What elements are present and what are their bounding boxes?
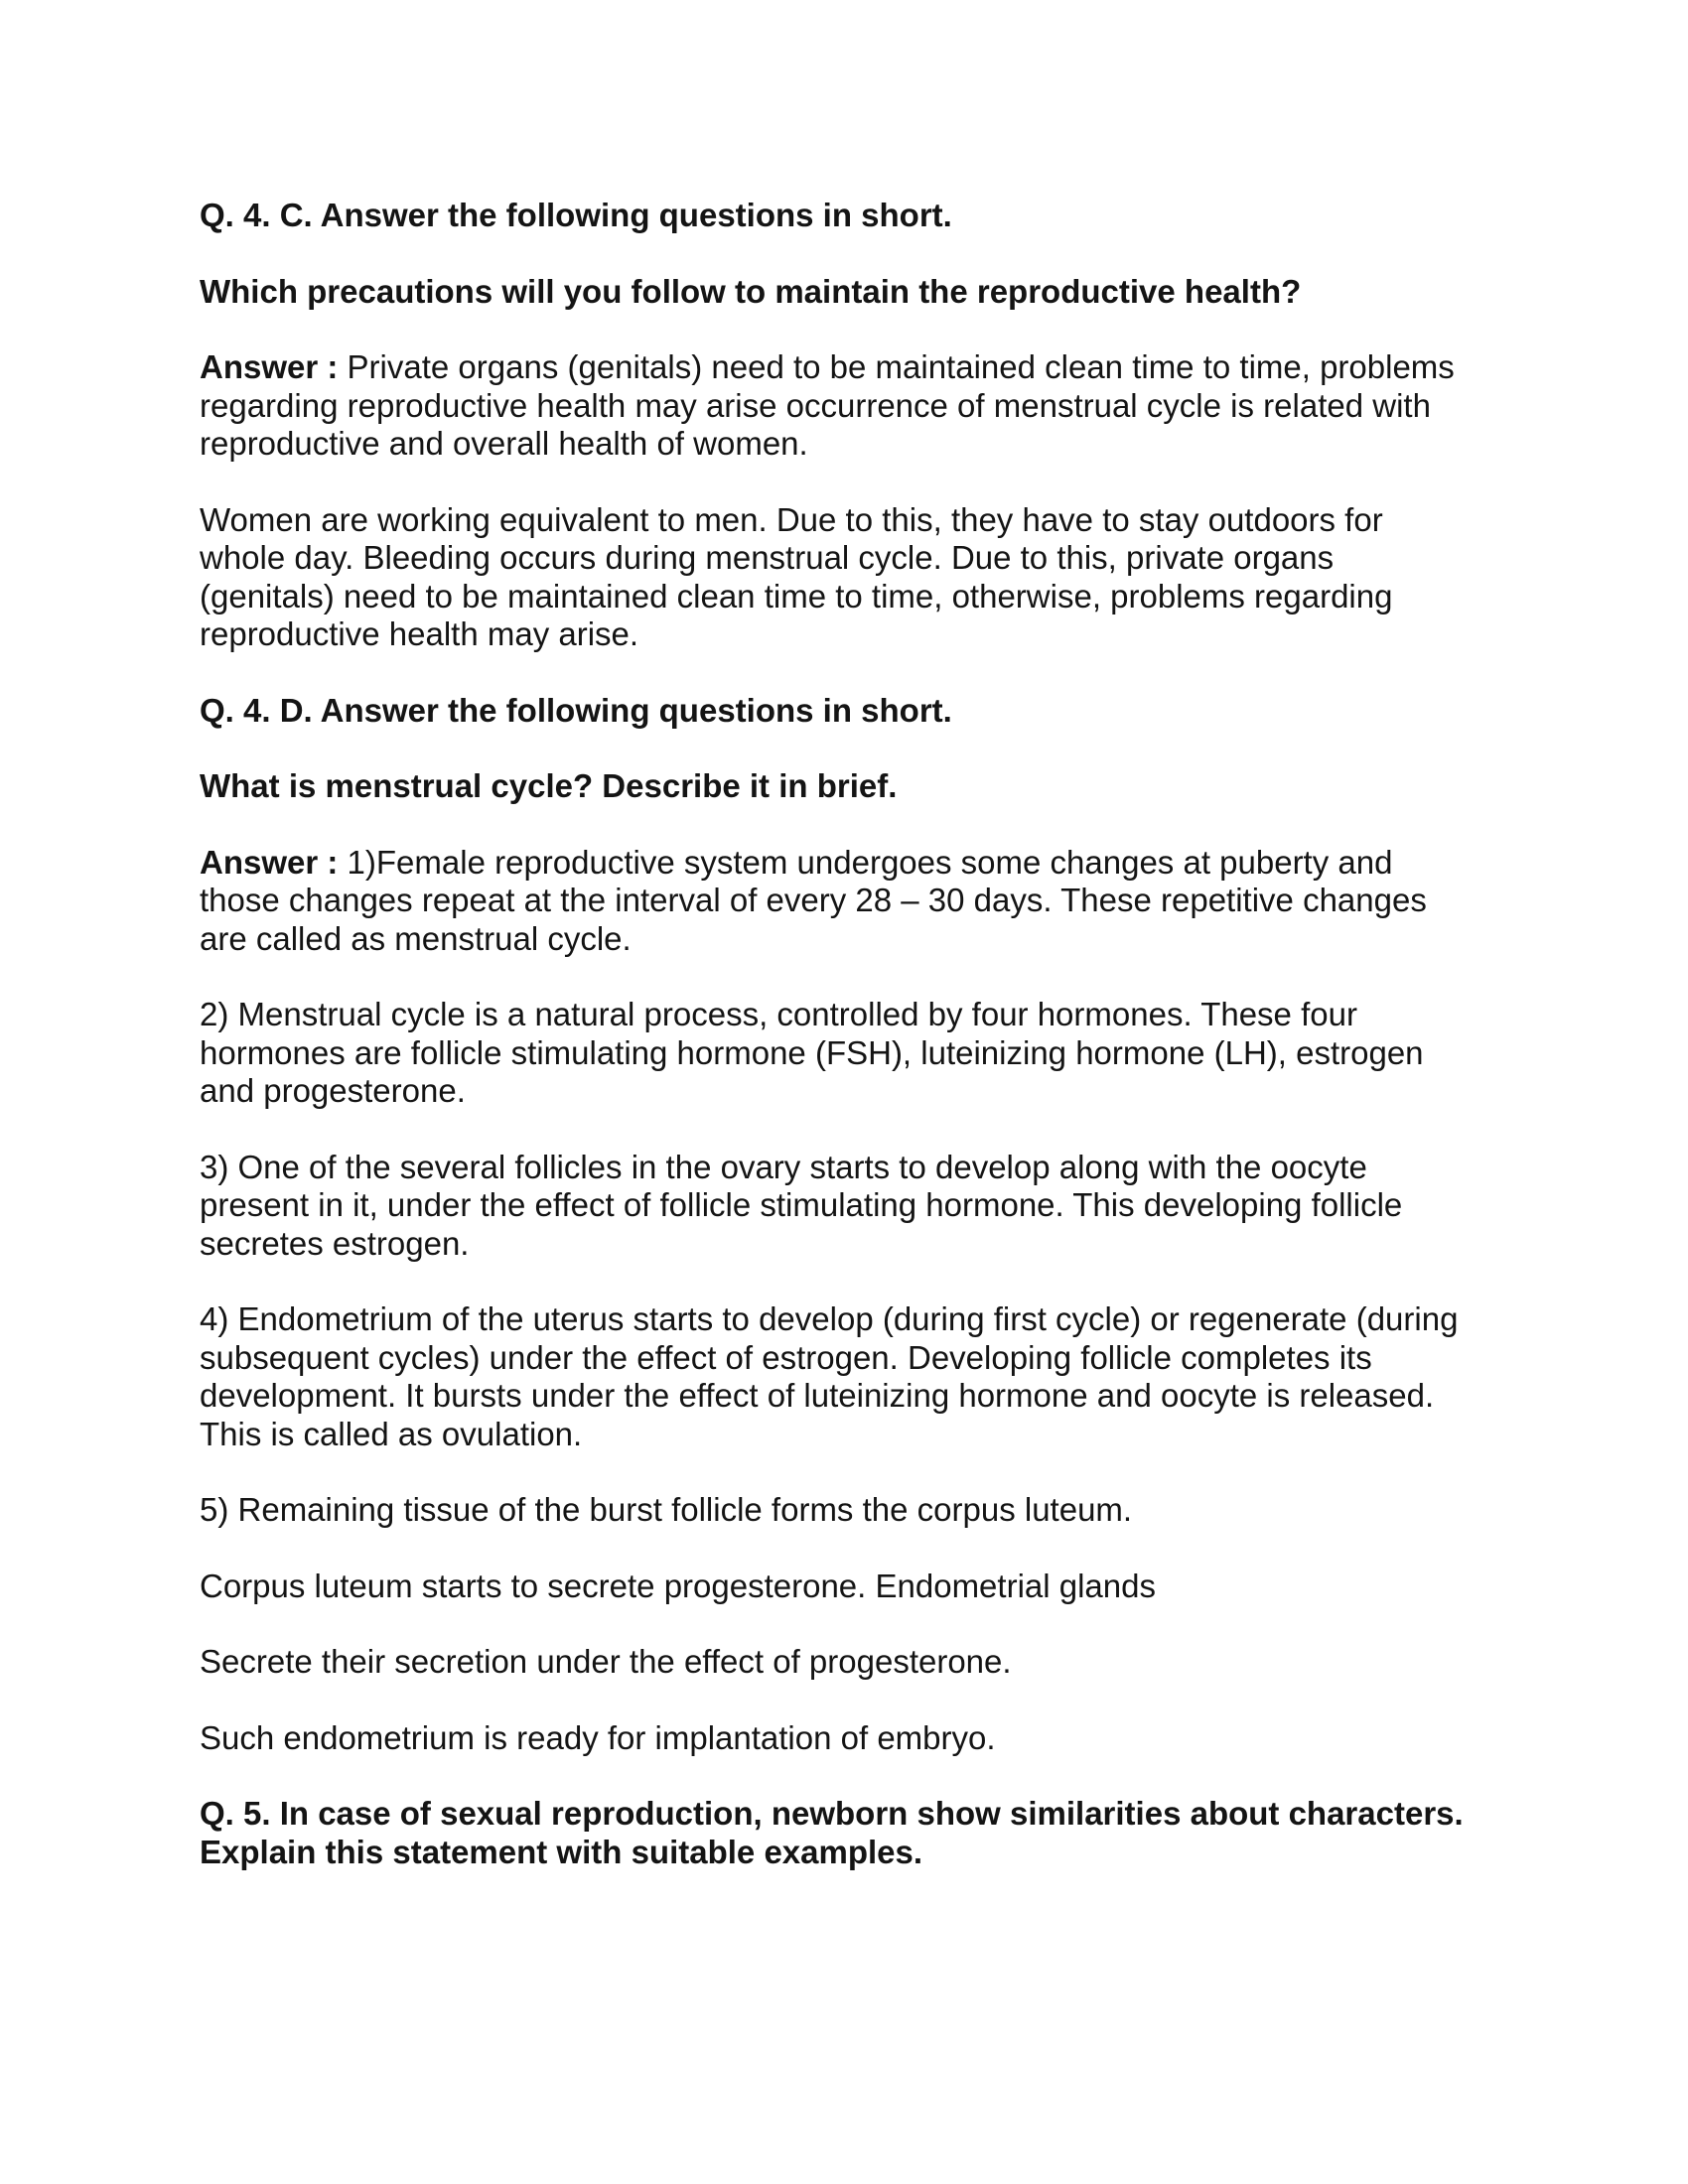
- question-line: What is menstrual cycle? Describe it in brief.: [200, 767, 898, 804]
- heading-text: Q. 4. C. Answer the following questions in short.: [200, 197, 952, 233]
- point-paragraph: [200, 1491, 1510, 1530]
- answer-paragraph: [200, 844, 1510, 959]
- point-line: Corpus luteum starts to secrete progesterone. Endometrial glands: [200, 1567, 1156, 1604]
- point-line: 2) Menstrual cycle is a natural process, controlled by four hormones. These four: [200, 996, 1357, 1032]
- point-line: Such endometrium is ready for implantation of embryo.: [200, 1718, 996, 1756]
- heading-text: Explain this statement with suitable examples.: [200, 1833, 923, 1870]
- question-heading: [200, 692, 1510, 731]
- paragraph: [200, 501, 1510, 654]
- answer-label: Answer :: [200, 843, 339, 881]
- answer-text: Private organs (genitals) need to be maintained clean time to time, problems: [347, 348, 1455, 385]
- point-paragraph: [200, 1643, 1510, 1682]
- point-paragraph: [200, 1568, 1510, 1606]
- question-heading: [200, 1795, 1510, 1871]
- answer-paragraph: [200, 348, 1510, 464]
- point-line: 3) One of the several follicles in the ovary starts to develop along with the oocyte: [200, 1148, 1367, 1185]
- paragraph-line: reproductive health may arise.: [200, 615, 639, 652]
- point-line: development. It bursts under the effect of luteinizing hormone and oocyte is released.: [200, 1377, 1435, 1414]
- point-paragraph: [200, 1149, 1510, 1264]
- answer-label: Answer :: [200, 348, 339, 385]
- point-line: and progesterone.: [200, 1072, 466, 1109]
- heading-text: Q. 4. D. Answer the following questions in short.: [200, 691, 952, 729]
- paragraph-line: Women are working equivalent to men. Due to this, they have to stay outdoors for: [200, 500, 1383, 538]
- point-line: subsequent cycles) under the effect of estrogen. Developing follicle completes its: [200, 1338, 1372, 1376]
- answer-line: [200, 844, 1510, 883]
- document-page: [200, 197, 1510, 1909]
- point-line: present in it, under the effect of follicle stimulating hormone. This developing follicle: [200, 1186, 1403, 1223]
- heading-text: Q. 5. In case of sexual reproduction, newborn show similarities about characters.: [200, 1795, 1464, 1832]
- answer-line: regarding reproductive health may arise occurrence of menstrual cycle is related with: [200, 386, 1431, 424]
- point-line: secretes estrogen.: [200, 1224, 470, 1262]
- question-text: [200, 273, 1510, 312]
- paragraph-line: (genitals) need to be maintained clean time to time, otherwise, problems regarding: [200, 577, 1393, 614]
- answer-line: [200, 348, 1510, 387]
- point-line: hormones are follicle stimulating hormone (FSH), luteinizing hormone (LH), estrogen: [200, 1033, 1424, 1071]
- question-text: [200, 767, 1510, 806]
- point-line: Secrete their secretion under the effect of progesterone.: [200, 1643, 1012, 1680]
- answer-line: reproductive and overall health of women.: [200, 425, 808, 462]
- answer-text: 1)Female reproductive system undergoes some changes at puberty and: [347, 843, 1393, 881]
- point-paragraph: [200, 1300, 1510, 1453]
- point-line: 4) Endometrium of the uterus starts to develop (during first cycle) or regenerate (during: [200, 1300, 1459, 1337]
- answer-line: are called as menstrual cycle.: [200, 919, 632, 957]
- point-paragraph: [200, 1719, 1510, 1758]
- question-line: Which precautions will you follow to maintain the reproductive health?: [200, 272, 1302, 310]
- point-line: 5) Remaining tissue of the burst follicle forms the corpus luteum.: [200, 1491, 1133, 1528]
- answer-line: those changes repeat at the interval of every 28 – 30 days. These repetitive changes: [200, 882, 1427, 918]
- point-line: This is called as ovulation.: [200, 1415, 583, 1452]
- paragraph-line: whole day. Bleeding occurs during menstrual cycle. Due to this, private organs: [200, 539, 1335, 576]
- point-paragraph: [200, 996, 1510, 1111]
- question-heading: [200, 197, 1510, 235]
